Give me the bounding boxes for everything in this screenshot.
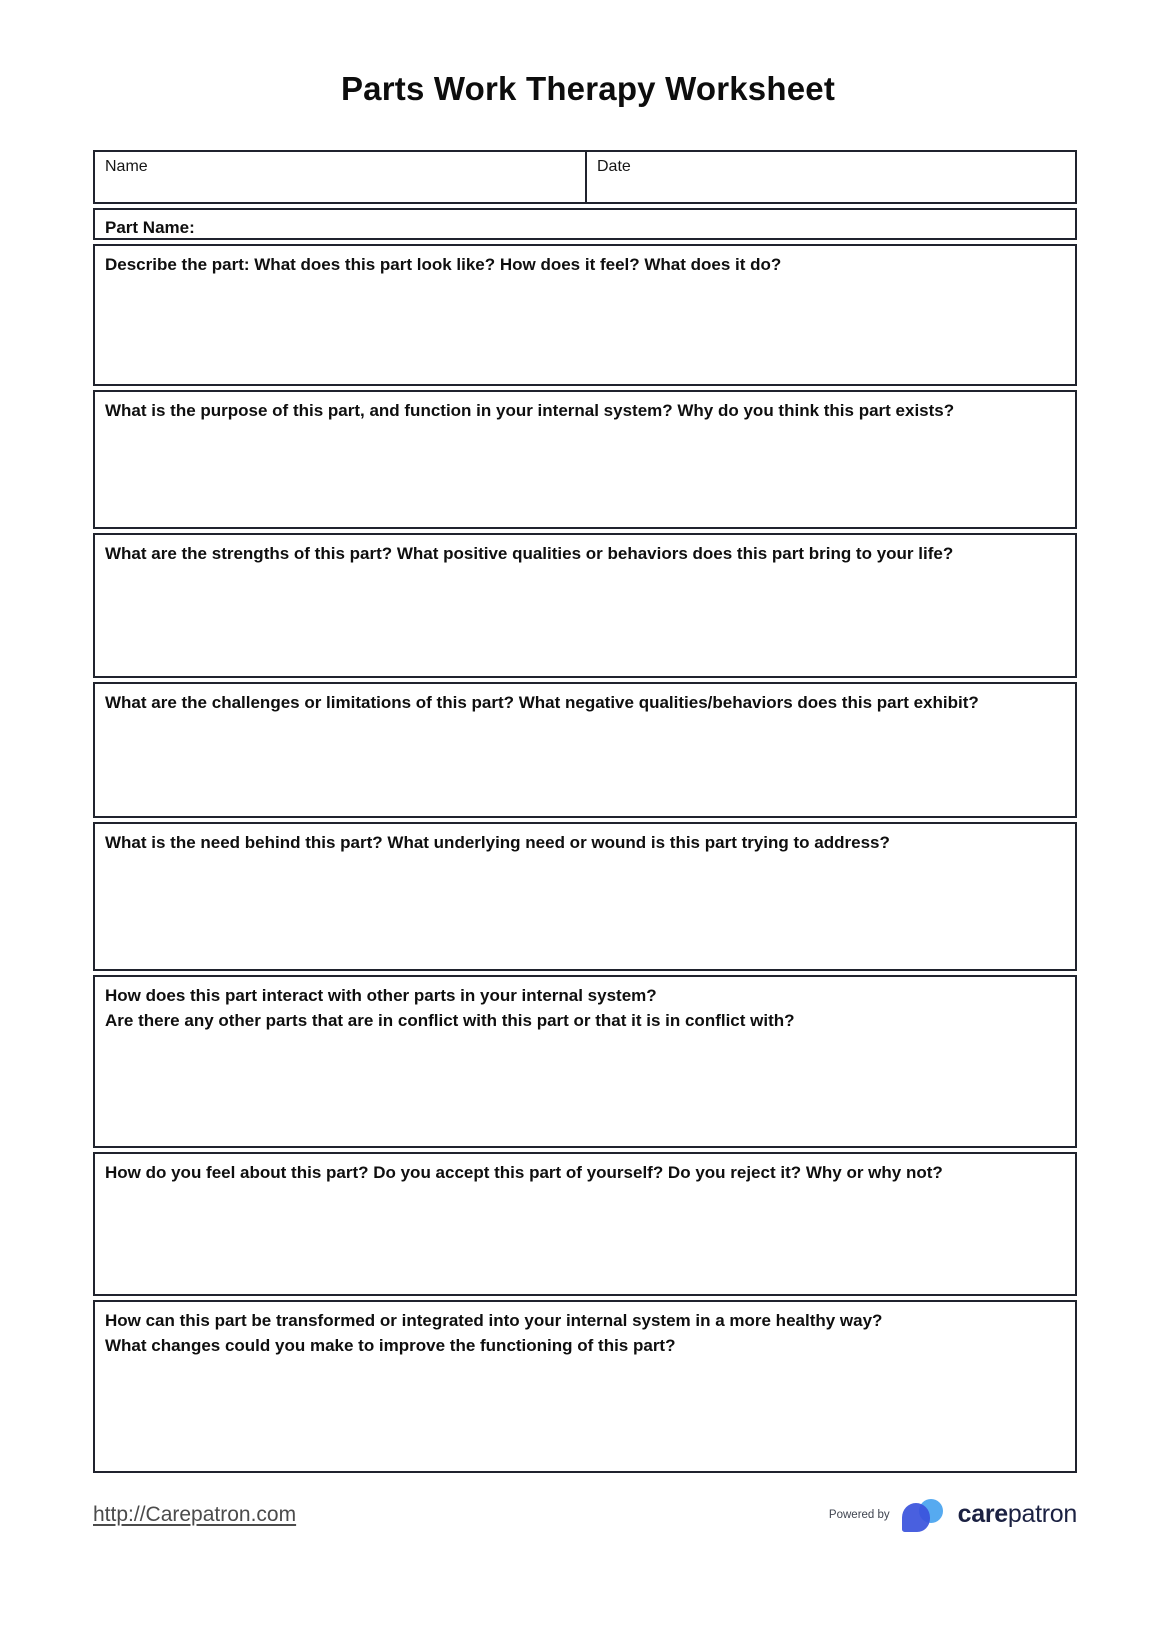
carepatron-wordmark: [958, 1500, 1077, 1529]
question-box-interaction[interactable]: [93, 975, 1077, 1148]
name-label: Name: [105, 157, 148, 175]
question-box-strengths[interactable]: [93, 533, 1077, 678]
part-name-label: Part Name:: [105, 217, 195, 237]
question-text-feelings: How do you feel about this part? Do you accept this part of yourself? Do you reject it? Why or why not?: [105, 1162, 943, 1182]
page-footer: [93, 1495, 1077, 1535]
name-date-row: [93, 150, 1077, 204]
question-box-feelings[interactable]: [93, 1152, 1077, 1296]
brand-care: care: [957, 1500, 1008, 1529]
question-box-describe[interactable]: [93, 244, 1077, 386]
powered-by-label: Powered by: [828, 1508, 890, 1521]
carepatron-logo-icon: [902, 1495, 948, 1535]
question-text-transformation-line1: How can this part be transformed or integrated into your internal system in a more healthy way?: [105, 1310, 883, 1330]
question-text-describe: Describe the part: What does this part look like? How does it feel? What does it do?: [105, 254, 782, 274]
question-box-purpose[interactable]: [93, 390, 1077, 529]
part-name-field[interactable]: [93, 208, 1077, 240]
date-label: Date: [597, 157, 631, 175]
question-box-challenges[interactable]: [93, 682, 1077, 818]
date-field[interactable]: [585, 152, 1075, 202]
question-text-interaction-line1: How does this part interact with other parts in your internal system?: [105, 985, 657, 1005]
powered-by-block: [829, 1495, 1077, 1535]
question-text-transformation-line2: What changes could you make to improve the functioning of this part?: [105, 1335, 676, 1355]
name-field[interactable]: [95, 152, 585, 202]
carepatron-link[interactable]: http://Carepatron.com: [93, 1502, 297, 1526]
question-text-interaction-line2: Are there any other parts that are in conflict with this part or that it is in conflict with?: [105, 1010, 795, 1030]
worksheet-form: [93, 150, 1077, 1473]
question-box-transformation[interactable]: [93, 1300, 1077, 1473]
question-text-purpose: What is the purpose of this part, and function in your internal system? Why do you think this part exists?: [105, 400, 955, 420]
logo-bubble-dark: [902, 1503, 930, 1532]
question-box-need[interactable]: [93, 822, 1077, 971]
brand-patron: patron: [1007, 1500, 1077, 1529]
page-title: Parts Work Therapy Worksheet: [340, 70, 836, 107]
question-text-strengths: What are the strengths of this part? What positive qualities or behaviors does this part bring to your life?: [105, 543, 954, 563]
question-text-challenges: What are the challenges or limitations of this part? What negative qualities/behaviors does this part exhibit?: [105, 692, 979, 712]
question-text-need: What is the need behind this part? What underlying need or wound is this part trying to address?: [105, 832, 890, 852]
